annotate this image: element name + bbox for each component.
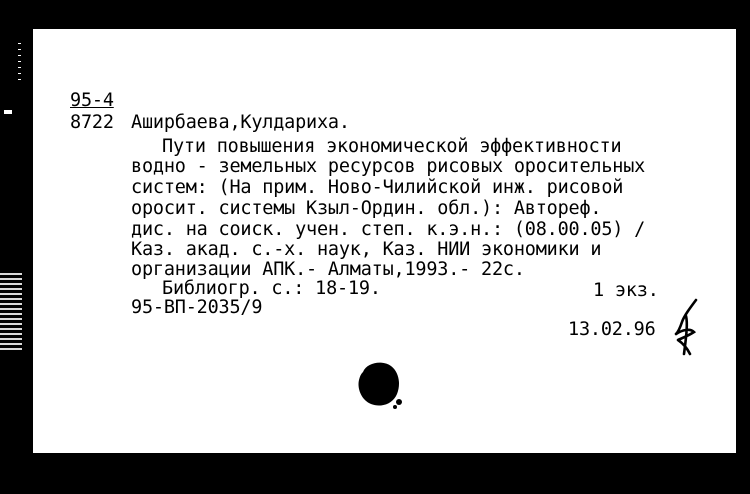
call-number-top: 95-4 — [70, 90, 114, 111]
scan-edge-noise — [0, 270, 22, 350]
title-line-6: Каз. акад. с.-х. наук, Каз. НИИ экономики и — [131, 239, 602, 260]
title-line-4: оросит. системы Кзыл-Ордин. обл.): Автореф. — [131, 198, 602, 219]
signature-mark — [672, 298, 710, 356]
title-line-3: систем: (На прим. Ново-Чилийской инж. рисовой — [131, 177, 624, 198]
inventory-number: 95-ВП-2035/9 — [131, 297, 263, 318]
title-line-2: водно - земельных ресурсов рисовых оросительных — [131, 156, 646, 177]
title-line-5: дис. на соиск. учен. степ. к.э.н.: (08.00.05) / — [131, 219, 646, 240]
author: Аширбаева,Кулдариха. — [131, 112, 350, 133]
scan-edge-mark — [4, 110, 12, 114]
scan-edge-mark — [18, 40, 21, 80]
copies-count: 1 экз. — [593, 280, 659, 301]
date-stamp: 13.02.96 — [568, 319, 656, 340]
bibliography-note: Библиогр. с.: 18-19. — [162, 278, 381, 299]
title-line-1: Пути повышения экономической эффективности — [162, 136, 622, 157]
call-number-bottom: 8722 — [70, 112, 114, 133]
title-line-7: организации АПК.- Алматы,1993.- 22с. — [131, 259, 525, 280]
ink-blot — [355, 358, 405, 410]
